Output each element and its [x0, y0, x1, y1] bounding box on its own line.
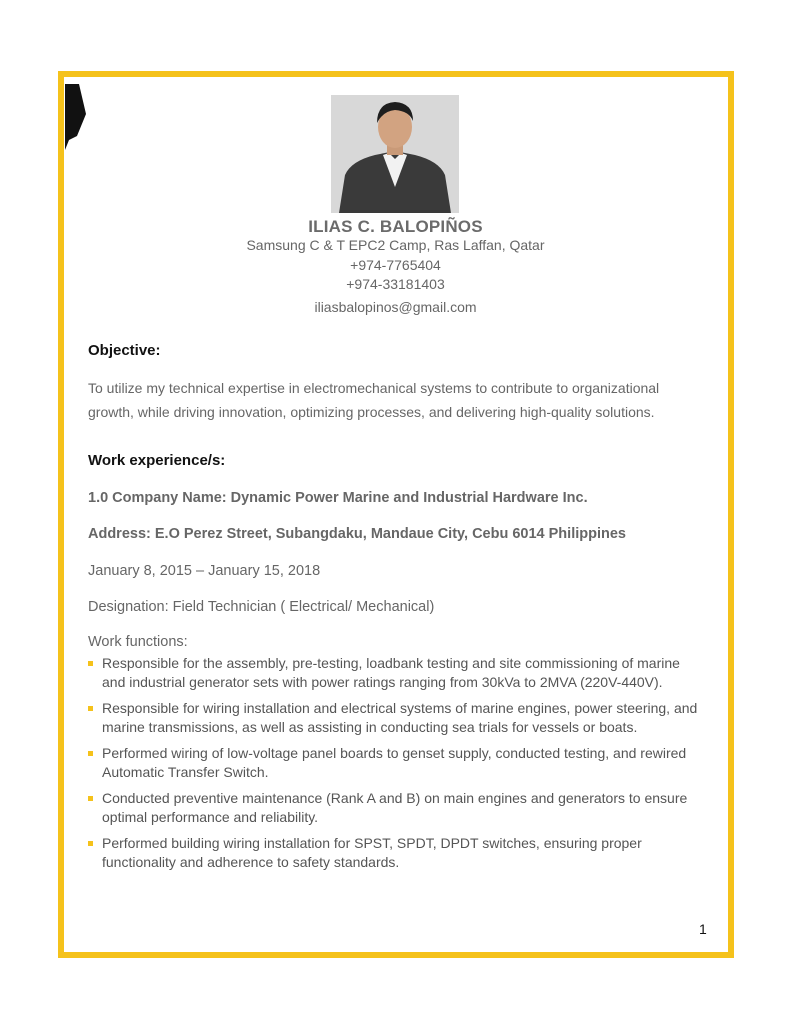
employment-dates: January 8, 2015 – January 15, 2018	[88, 563, 321, 579]
candidate-name: ILIAS C. BALOPIÑOS	[308, 217, 483, 236]
bullet-icon	[88, 706, 93, 711]
company-name: 1.0 Company Name: Dynamic Power Marine and Industrial Hardware Inc.	[88, 490, 588, 506]
profile-photo	[331, 95, 459, 213]
phone-2: +974-33181403	[346, 276, 445, 292]
work-functions-label: Work functions:	[88, 634, 188, 650]
address-line: Samsung C & T EPC2 Camp, Ras Laffan, Qatar	[246, 237, 545, 253]
work-functions-list	[88, 654, 698, 879]
page-number: 1	[699, 921, 707, 937]
objective-line-2: growth, while driving innovation, optimizing processes, and delivering high-quality solutions.	[88, 404, 655, 420]
list-item	[88, 654, 698, 691]
function-text: Performed building wiring installation for SPST, SPDT, DPDT switches, ensuring proper functionality and adherence to safety standards.	[102, 835, 642, 870]
function-text: Conducted preventive maintenance (Rank A and B) on main engines and generators to ensure optimal performance and reliability.	[102, 790, 688, 825]
list-item	[88, 834, 698, 871]
company-address: Address: E.O Perez Street, Subangdaku, Mandaue City, Cebu 6014 Philippines	[88, 526, 626, 542]
work-experience-heading: Work experience/s:	[88, 452, 226, 469]
phone-1: +974-7765404	[350, 257, 441, 273]
function-text: Responsible for wiring installation and electrical systems of marine engines, power steering, and marine transmissions, as well as assisting in conducting sea trials for vessels or boats.	[102, 700, 698, 735]
function-text: Responsible for the assembly, pre-testing, loadbank testing and site commissioning of marine and industrial generator sets with power ratings ranging from 30kVa to 2MVA (220V-440V).	[102, 655, 680, 690]
list-item	[88, 744, 698, 781]
list-item	[88, 789, 698, 826]
email: iliasbalopinos@gmail.com	[314, 299, 477, 315]
designation: Designation: Field Technician ( Electrical/ Mechanical)	[88, 599, 435, 615]
bullet-icon	[88, 841, 93, 846]
objective-heading: Objective:	[88, 342, 161, 359]
list-item	[88, 699, 698, 736]
bullet-icon	[88, 796, 93, 801]
bullet-icon	[88, 661, 93, 666]
objective-line-1: To utilize my technical expertise in electromechanical systems to contribute to organizational	[88, 380, 660, 396]
bullet-icon	[88, 751, 93, 756]
function-text: Performed wiring of low-voltage panel boards to genset supply, conducted testing, and rewired Automatic Transfer Switch.	[102, 745, 687, 780]
